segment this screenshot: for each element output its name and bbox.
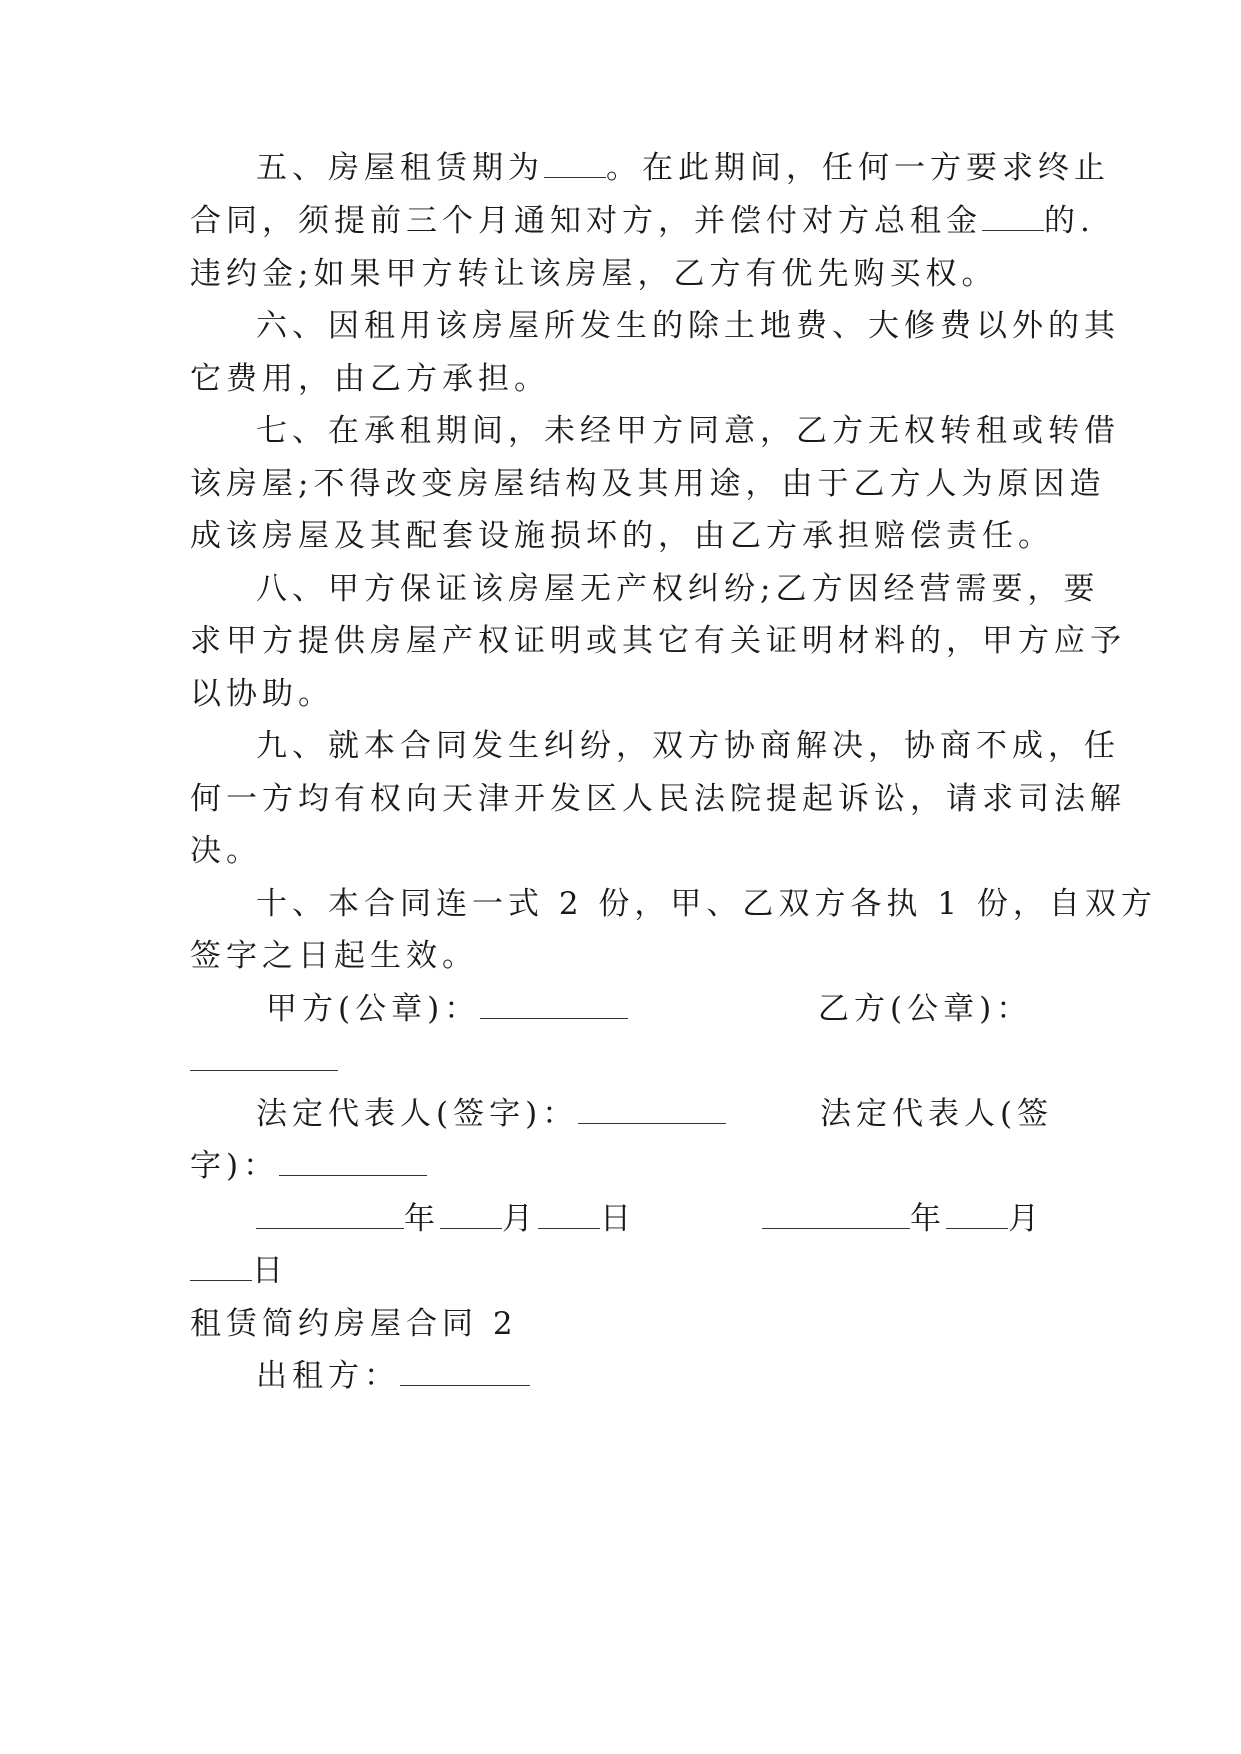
day-label: 日 — [600, 1201, 636, 1237]
party-a-seal-label: 甲方(公章)： — [266, 991, 481, 1027]
date-a-day-blank — [538, 1204, 600, 1229]
date-b — [762, 1199, 1044, 1239]
clause-6-line-2: 它费用，由乙方承担。 — [190, 361, 550, 397]
penalty-ratio-blank — [982, 206, 1044, 231]
clause-9-line-1: 九、就本合同发生纠纷，双方协商解决，协商不成，任 — [256, 728, 1120, 764]
clause-8-line-1: 八、甲方保证该房屋无产权纠纷;乙方因经营需要，要 — [256, 571, 1100, 607]
party-a-seal-blank — [480, 994, 628, 1019]
lessor-blank — [400, 1361, 530, 1386]
clause-6-line-1: 六、因租用该房屋所发生的除土地费、大修费以外的其 — [256, 308, 1120, 344]
clause-7-line-1: 七、在承租期间，未经甲方同意，乙方无权转租或转借 — [256, 413, 1120, 449]
date-a-year-blank — [256, 1204, 404, 1229]
clause-8-line-3: 以协助。 — [190, 676, 334, 712]
month-label: 月 — [502, 1201, 538, 1237]
clause-5-text-cont: 的. — [1044, 203, 1095, 239]
seal-row — [266, 989, 1046, 1029]
clause-5-text: 五、房屋租赁期为 — [256, 150, 544, 186]
date-row — [256, 1199, 1050, 1239]
clause-5-line-2 — [190, 201, 1095, 241]
clause-7-line-2: 该房屋;不得改变房屋结构及其用途，由于乙方人为原因造 — [190, 466, 1106, 502]
clause-9-line-2: 何一方均有权向天津开发区人民法院提起诉讼，请求司法解 — [190, 781, 1126, 817]
rep-row — [256, 1094, 1054, 1134]
clause-8-line-2: 求甲方提供房屋产权证明或其它有关证明材料的，甲方应予 — [190, 623, 1126, 659]
month-label: 月 — [1008, 1201, 1044, 1237]
date-b-day-blank — [190, 1256, 252, 1281]
party-b-seal-blank — [190, 1046, 338, 1071]
clause-5-text-cont: 。在此期间，任何一方要求终止 — [606, 150, 1110, 186]
clause-10-line-1: 十、本合同连一式 2 份，甲、乙双方各执 1 份，自双方 — [256, 886, 1157, 922]
date-b-month-blank — [946, 1204, 1008, 1229]
rep-b-line-2 — [190, 1146, 1050, 1186]
date-a-month-blank — [440, 1204, 502, 1229]
rep-a-blank — [578, 1099, 726, 1124]
lessor-label: 出租方： — [256, 1358, 400, 1394]
clause-5-line-3: 违约金;如果甲方转让该房屋，乙方有优先购买权。 — [190, 256, 998, 292]
clause-9-line-3: 决。 — [190, 833, 262, 869]
lessor-row — [256, 1356, 1116, 1396]
date-b-line-2 — [190, 1251, 1050, 1291]
year-label: 年 — [404, 1201, 440, 1237]
date-b-year-blank — [762, 1204, 910, 1229]
clause-5-line-1 — [256, 148, 1116, 188]
rep-b-blank — [279, 1151, 427, 1176]
rep-b-label: 法定代表人(签 — [820, 1096, 1054, 1132]
party-b-seal-line — [190, 1041, 1050, 1081]
clause-7-line-3: 成该房屋及其配套设施损坏的，由乙方承担赔偿责任。 — [190, 518, 1054, 554]
clause-5-text: 合同，须提前三个月通知对方，并偿付对方总租金 — [190, 203, 982, 239]
year-label: 年 — [910, 1201, 946, 1237]
day-label: 日 — [252, 1253, 288, 1289]
clause-10-line-2: 签字之日起生效。 — [190, 938, 478, 974]
rep-b-label-cont: 字)： — [190, 1148, 280, 1184]
lease-term-blank — [544, 153, 606, 178]
contract-2-title: 租赁简约房屋合同 2 — [190, 1306, 518, 1342]
rep-a-label: 法定代表人(签字)： — [256, 1096, 579, 1132]
party-b-seal-label: 乙方(公章)： — [818, 991, 1033, 1027]
